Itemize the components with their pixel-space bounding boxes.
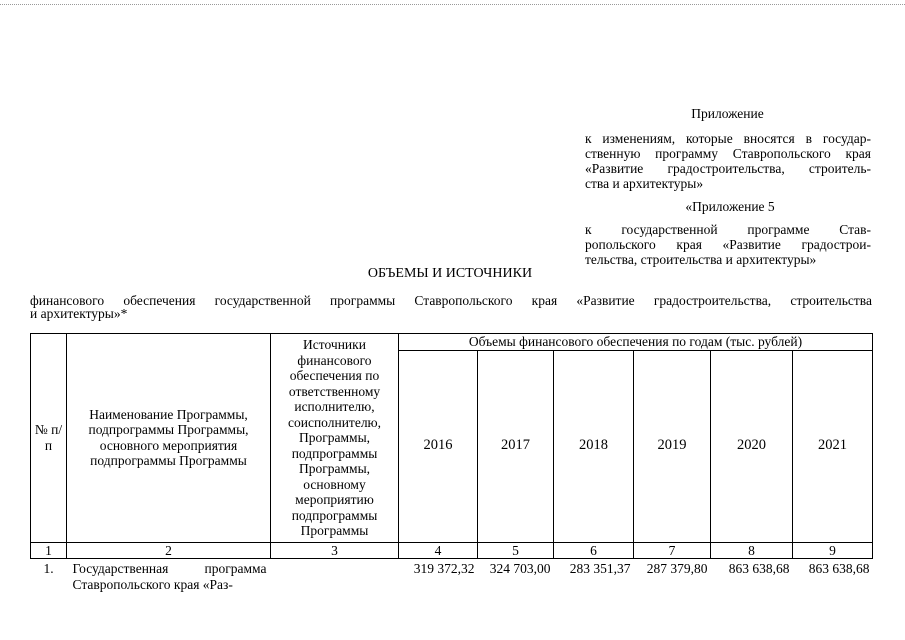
- header-year-2019: 2019: [634, 350, 711, 542]
- column-number-5: 5: [478, 542, 554, 559]
- row-number: 1.: [43, 561, 54, 576]
- column-number-3: 3: [271, 542, 399, 559]
- header-year-2017: 2017: [478, 350, 554, 542]
- document-title: ОБЪЕМЫ И ИСТОЧНИКИ: [367, 266, 533, 281]
- row-value-2019: 287 379,80: [646, 561, 708, 576]
- row-value-2021: 863 638,68: [808, 561, 870, 576]
- scan-edge-line: [0, 4, 905, 5]
- annex-title: Приложение: [691, 106, 764, 121]
- annex-note2-line-1: к государственной программе Став-: [585, 222, 871, 237]
- header-volumes: Объемы финансового обеспечения по годам (тыс. рублей): [399, 334, 873, 351]
- row-value-2018: 283 351,37: [569, 561, 631, 576]
- annex-note-line-3: «Развитие градостроительства, строитель-: [585, 161, 871, 176]
- financing-table: [30, 333, 873, 592]
- annex-note-line-4: ства и архитектуры»: [585, 176, 704, 191]
- column-number-2: 2: [67, 542, 271, 559]
- row-value-2016: 319 372,32: [413, 561, 475, 576]
- annex-note2-line-2: ропольского края «Развитие градострои-: [585, 237, 871, 252]
- row-value-2017: 324 703,00: [489, 561, 551, 576]
- document-subtitle-line-1: финансового обеспечения государственной программы Ставропольского края «Развитие градостроительства, строительства: [30, 293, 872, 308]
- header-source: Источники финансового обеспечения по ответственному исполнителю, соисполнителю, Программы, подпрограммы Программы, основному мероприятию подпрограммы Программы: [271, 334, 399, 543]
- annex-note-line-1: к изменениям, которые вносятся в государ-: [585, 131, 871, 146]
- annex-note2-line-3: тельства, строительства и архитектуры»: [585, 252, 817, 267]
- column-number-4: 4: [399, 542, 478, 559]
- document-subtitle-line-2: и архитектуры»*: [30, 306, 128, 321]
- column-number-6: 6: [554, 542, 634, 559]
- header-year-2018: 2018: [554, 350, 634, 542]
- column-number-9: 9: [793, 542, 873, 559]
- row-name: Государственная программа Ставропольского края «Раз-: [72, 561, 267, 592]
- table-row: [31, 559, 873, 593]
- header-year-2020: 2020: [711, 350, 793, 542]
- annex-note-line-2: ственную программу Ставропольского края: [585, 146, 871, 161]
- annex-title-2: «Приложение 5: [685, 199, 775, 214]
- header-name: Наименование Программы, подпрограммы Программы, основного мероприятия подпрограммы Программы: [67, 334, 271, 543]
- header-year-2016: 2016: [399, 350, 478, 542]
- column-number-1: 1: [31, 542, 67, 559]
- column-number-7: 7: [634, 542, 711, 559]
- header-number: № п/п: [31, 334, 67, 543]
- header-year-2021: 2021: [793, 350, 873, 542]
- row-source: [271, 559, 399, 593]
- row-value-2020: 863 638,68: [728, 561, 790, 576]
- column-number-8: 8: [711, 542, 793, 559]
